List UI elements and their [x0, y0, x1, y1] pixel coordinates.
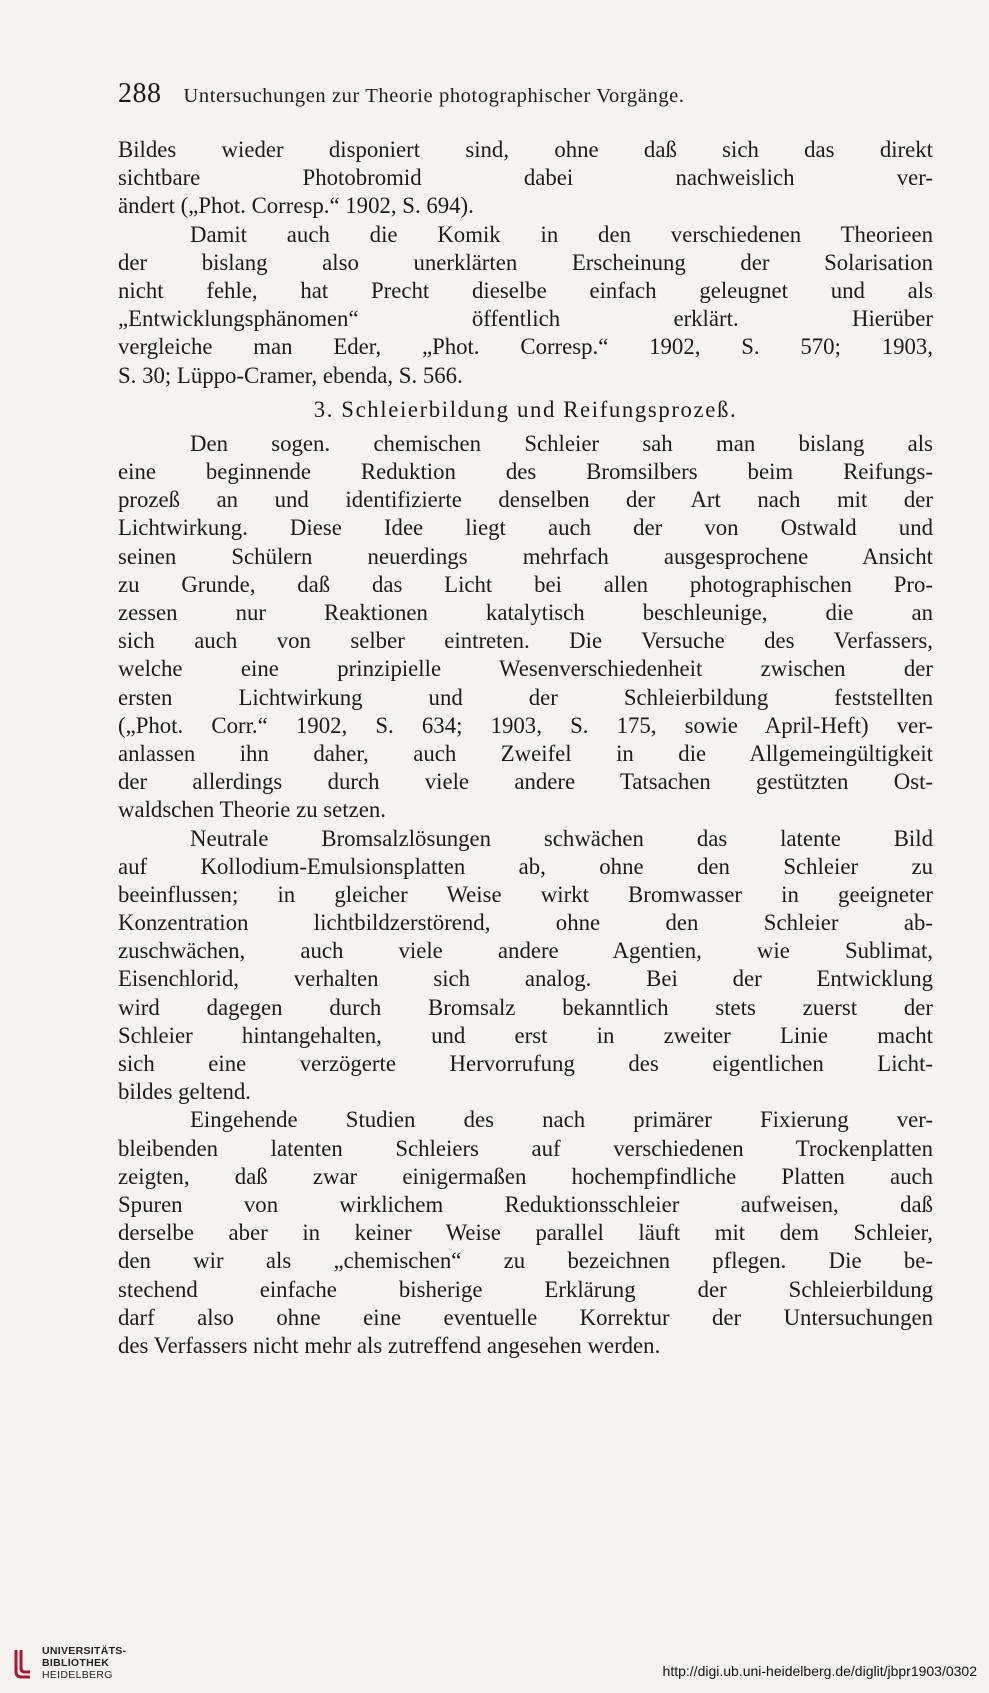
- text-line: auf Kollodium-Emulsionsplatten ab, ohne den Schleier zu: [118, 853, 933, 879]
- text-line: Spuren von wirklichem Reduktionsschleier aufweisen, daß: [118, 1191, 933, 1217]
- logo-line-1: UNIVERSITÄTS-: [42, 1645, 127, 1657]
- running-title: Untersuchungen zur Theorie photographischer Vorgänge.: [183, 85, 685, 107]
- section-heading: 3. Schleierbildung und Reifungsprozeß.: [313, 396, 738, 422]
- text-line: welche eine prinzipielle Wesenverschiedenheit zwischen der: [118, 656, 933, 682]
- logo-line-2: BIBLIOTHEK: [42, 1657, 110, 1669]
- library-logo-text: [42, 1645, 126, 1681]
- text-line: Eingehende Studien des nach primärer Fixierung ver-: [190, 1107, 933, 1133]
- text-line: Damit auch die Komik in den verschiedenen Theorieen: [190, 221, 933, 247]
- text-line: bleibenden latenten Schleiers auf verschiedenen Trockenplatten: [118, 1135, 933, 1161]
- page-number: 288: [118, 78, 162, 109]
- text-line: den wir als „chemischen“ zu bezeichnen pflegen. Die be-: [118, 1248, 933, 1274]
- text-line: beeinflussen; in gleicher Weise wirkt Bromwasser in geeigneter: [118, 881, 933, 907]
- text-line: („Phot. Corr.“ 1902, S. 634; 1903, S. 175, sowie April-Heft) ver-: [118, 712, 933, 738]
- text-line: vergleiche man Eder, „Phot. Corresp.“ 1902, S. 570; 1903,: [118, 334, 933, 360]
- library-logo: [12, 1640, 142, 1686]
- text-line: ändert („Phot. Corresp.“ 1902, S. 694).: [118, 193, 474, 219]
- body-text: [118, 136, 933, 1360]
- text-line: anlassen ihn daher, auch Zweifel in die Allgemeingültigkeit: [118, 740, 933, 766]
- text-line: Bildes wieder disponiert sind, ohne daß sich das direkt: [118, 137, 933, 162]
- text-line: Eisenchlorid, verhalten sich analog. Bei der Entwicklung: [118, 966, 933, 992]
- text-line: sichtbare Photobromid dabei nachweislich ver-: [118, 165, 933, 191]
- text-line: der bislang also unerklärten Erscheinung der Solarisation: [118, 249, 933, 275]
- text-line: ersten Lichtwirkung und der Schleierbildung feststellten: [118, 684, 933, 710]
- library-logo-icon: [12, 1646, 34, 1680]
- text-line: bildes geltend.: [118, 1079, 251, 1105]
- text-line: sich auch von selber eintreten. Die Versuche des Verfassers,: [118, 628, 933, 654]
- text-line: Den sogen. chemischen Schleier sah man bislang als: [190, 430, 933, 456]
- text-line: zessen nur Reaktionen katalytisch beschleunige, die an: [118, 600, 933, 625]
- text-line: Konzentration lichtbildzerstörend, ohne den Schleier ab-: [118, 910, 933, 936]
- page-header: [118, 78, 878, 118]
- text-line: darf also ohne eine eventuelle Korrektur der Untersuchungen: [118, 1304, 933, 1330]
- text-line: eine beginnende Reduktion des Bromsilbers beim Reifungs-: [118, 459, 933, 485]
- text-line: Schleier hintangehalten, und erst in zweiter Linie macht: [118, 1022, 933, 1048]
- text-line: zu Grunde, daß das Licht bei allen photographischen Pro-: [118, 571, 933, 597]
- text-line: seinen Schülern neuerdings mehrfach ausgesprochene Ansicht: [118, 543, 933, 569]
- text-line: prozeß an und identifizierte denselben der Art nach mit der: [118, 487, 933, 513]
- text-line: der allerdings durch viele andere Tatsachen gestützten Ost-: [118, 769, 933, 795]
- text-line: Neutrale Bromsalzlösungen schwächen das latente Bild: [190, 825, 933, 851]
- text-line: zuschwächen, auch viele andere Agentien, wie Sublimat,: [118, 938, 933, 964]
- text-line: zeigten, daß zwar einigermaßen hochempfindliche Platten auch: [118, 1163, 933, 1189]
- text-line: wird dagegen durch Bromsalz bekanntlich stets zuerst der: [118, 994, 933, 1020]
- text-line: sich eine verzögerte Hervorrufung des eigentlichen Licht-: [118, 1051, 933, 1076]
- text-line: Lichtwirkung. Diese Idee liegt auch der von Ostwald und: [118, 515, 933, 541]
- text-line: derselbe aber in keiner Weise parallel läuft mit dem Schleier,: [118, 1220, 933, 1246]
- text-line: stechend einfache bisherige Erklärung der Schleierbildung: [118, 1276, 933, 1302]
- text-line: waldschen Theorie zu setzen.: [118, 797, 386, 823]
- text-line: des Verfassers nicht mehr als zutreffend angesehen werden.: [118, 1332, 661, 1358]
- text-line: S. 30; Lüppo-Cramer, ebenda, S. 566.: [118, 362, 463, 388]
- source-url-link[interactable]: http://digi.ub.uni-heidelberg.de/diglit/jbpr1903/0302: [662, 1663, 977, 1679]
- text-line: nicht fehle, hat Precht dieselbe einfach geleugnet und als: [118, 277, 933, 303]
- text-line: „Entwicklungsphänomen“ öffentlich erklärt. Hierüber: [118, 306, 933, 332]
- logo-line-3: HEIDELBERG: [42, 1669, 113, 1681]
